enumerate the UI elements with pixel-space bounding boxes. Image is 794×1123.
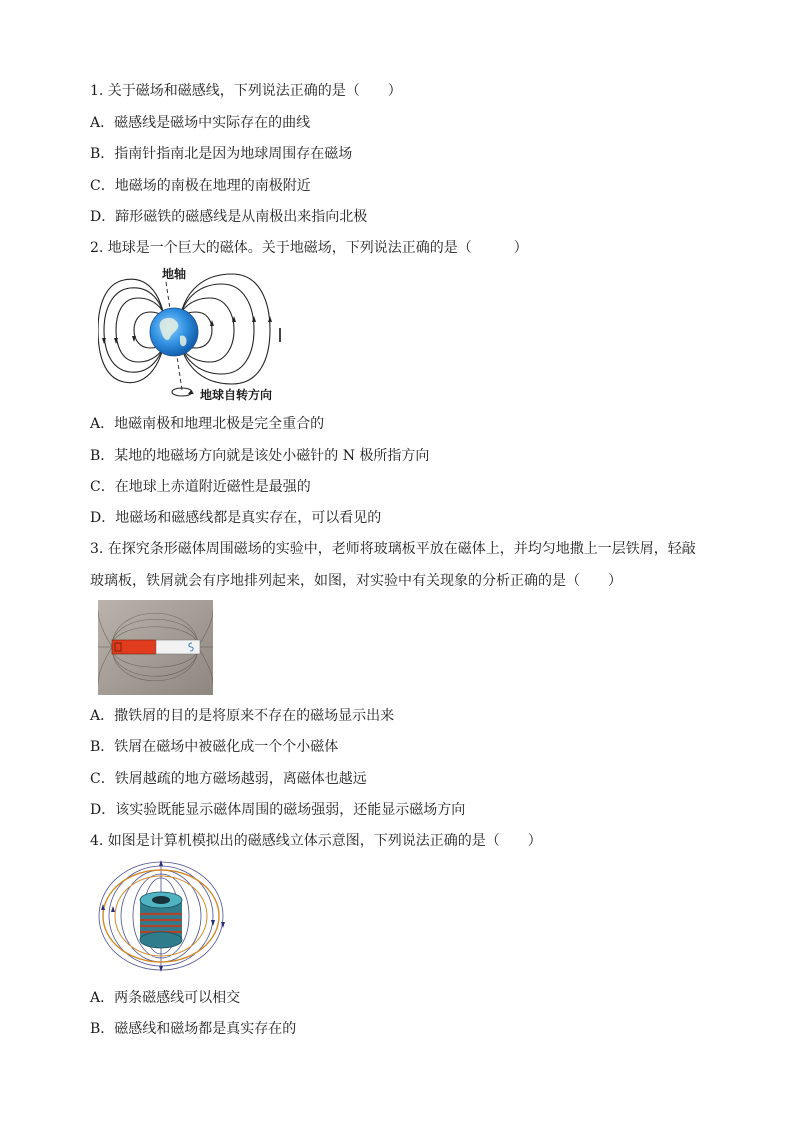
question-3-stem-line-2: 玻璃板，铁屑就会有序地排列起来，如图，对实验中有关现象的分析正确的是（ ） [90,573,622,589]
iron-filings-image [98,600,213,695]
question-3-stem-line-1: 3. 在探究条形磁体周围磁场的实验中，老师将玻璃板平放在磁体上，并均匀地撒上一层铁屑，轻敲 [90,541,696,557]
question-4-option-a: A．两条磁感线可以相交 [90,990,241,1006]
earth-magnetic-field-figure [98,262,288,407]
question-3-option-b: B．铁屑在磁场中被磁化成一个个小磁体 [90,739,339,755]
question-2-stem: 2. 地球是一个巨大的磁体。关于地磁场，下列说法正确的是（ ） [90,240,528,256]
solenoid-field-lines-figure [98,860,228,975]
earth-rotation-label: 地球自转方向 [200,388,273,402]
question-4-option-b: B．磁感线和磁场都是真实存在的 [90,1021,297,1037]
bar-magnet-iron-filings-photo [98,600,213,695]
question-2-option-a: A．地磁南极和地理北极是完全重合的 [90,416,325,432]
question-3-option-d: D．该实验既能显示磁体周围的磁场强弱，还能显示磁场方向 [90,802,466,818]
question-2-option-b: B．某地的地磁场方向就是该处小磁针的 N 极所指方向 [90,448,430,464]
question-3-option-c: C．铁屑越疏的地方磁场越弱，离磁体也越远 [90,771,367,787]
question-4-stem: 4. 如图是计算机模拟出的磁感线立体示意图，下列说法正确的是（ ） [90,833,542,849]
question-1-option-a: A．磁感线是磁场中实际存在的曲线 [90,115,311,131]
figure-artifact-mark [279,328,281,342]
question-1-option-d: D．蹄形磁铁的磁感线是从南极出来指向北极 [90,209,368,225]
question-2-option-d: D．地磁场和磁感线都是真实存在，可以看见的 [90,510,382,526]
question-3-option-a: A．撒铁屑的目的是将原来不存在的磁场显示出来 [90,708,395,724]
question-1-option-b: B．指南针指南北是因为地球周围存在磁场 [90,146,353,162]
question-2-option-c: C．在地球上赤道附近磁性是最强的 [90,479,311,495]
earth-axis-label: 地轴 [162,267,187,281]
solenoid-3d-diagram [98,860,228,975]
question-1-stem: 1. 关于磁场和磁感线，下列说法正确的是（ ） [90,83,402,99]
question-1-option-c: C．地磁场的南极在地理的南极附近 [90,178,311,194]
